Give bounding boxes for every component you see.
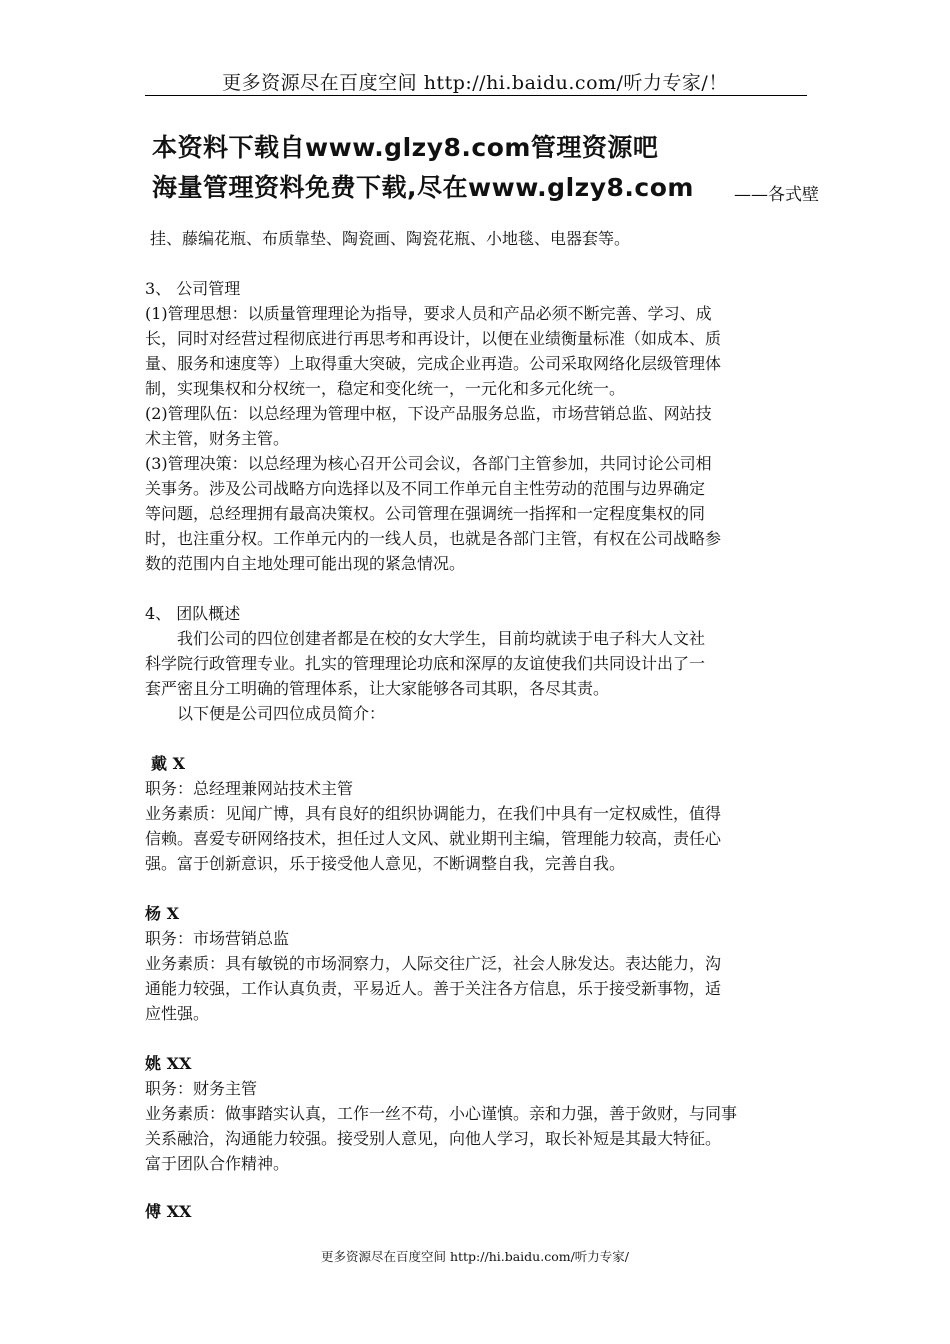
section-4-line: 科学院行政管理专业。扎实的管理理论功底和深厚的友谊使我们共同设计出了一 (145, 654, 706, 673)
member-role: 职务：市场营销总监 (145, 929, 290, 948)
member-name: 杨 X (145, 904, 179, 923)
section-4-heading: 4、 团队概述 (145, 604, 241, 623)
section-4-line: 我们公司的四位创建者都是在校的女大学生，目前均就读于电子科大人文社 (177, 629, 706, 648)
member-description-line: 业务素质：做事踏实认真，工作一丝不苟，小心谨慎。亲和力强，善于敛财，与同事 (145, 1104, 738, 1123)
banner-line-1: 本资料下载自www.glzy8.com管理资源吧 (152, 133, 659, 162)
member-description-line: 关系融洽，沟通能力较强。接受别人意见，向他人学习，取长补短是其最大特征。 (145, 1129, 722, 1148)
member-description-line: 富于团队合作精神。 (145, 1154, 290, 1173)
member-description-line: 强。富于创新意识，乐于接受他人意见，不断调整自我，完善自我。 (145, 854, 626, 873)
section-3-line: 等问题，总经理拥有最高决策权。公司管理在强调统一指挥和一定程度集权的同 (145, 504, 706, 523)
continuation-text: 挂、藤编花瓶、布质靠垫、陶瓷画、陶瓷花瓶、小地毯、电器套等。 (150, 229, 631, 248)
section-3-line: 数的范围内自主地处理可能出现的紧急情况。 (145, 554, 466, 573)
page-footer: 更多资源尽在百度空间 http://hi.baidu.com/听力专家/ (320, 1249, 629, 1264)
member-role: 职务：财务主管 (145, 1079, 258, 1098)
section-3-line: (1)管理思想：以质量管理理论为指导，要求人员和产品必须不断完善、学习、成 (145, 304, 712, 323)
page-header: 更多资源尽在百度空间 http://hi.baidu.com/听力专家/！ (222, 72, 728, 94)
member-name: 姚 XX (145, 1054, 192, 1073)
member-description-line: 业务素质：具有敏锐的市场洞察力，人际交往广泛，社会人脉发达。表达能力，沟 (145, 954, 722, 973)
member-description-line: 应性强。 (145, 1004, 210, 1023)
member-description-line: 通能力较强，工作认真负责，平易近人。善于关注各方信息，乐于接受新事物，适 (145, 979, 722, 998)
section-3-line: 时，也注重分权。工作单元内的一线人员，也就是各部门主管，有权在公司战略参 (145, 529, 722, 548)
member-name: 傅 XX (145, 1202, 192, 1221)
section-3-heading: 3、 公司管理 (145, 279, 241, 298)
banner-line-2: 海量管理资料免费下载,尽在www.glzy8.com (152, 173, 694, 202)
section-3-line: 长，同时对经营过程彻底进行再思考和再设计，以便在业绩衡量标准（如成本、质 (145, 329, 722, 348)
header-divider (145, 95, 807, 96)
section-4-line: 套严密且分工明确的管理体系，让大家能够各司其职，各尽其责。 (145, 679, 610, 698)
member-name: 戴 X (151, 754, 185, 773)
section-3-line: (2)管理队伍：以总经理为管理中枢，下设产品服务总监，市场营销总监、网站技 (145, 404, 712, 423)
section-4-line: 以下便是公司四位成员简介： (177, 704, 386, 723)
section-3-line: (3)管理决策：以总经理为核心召开公司会议，各部门主管参加，共同讨论公司相 (145, 454, 712, 473)
section-3-line: 关事务。涉及公司战略方向选择以及不同工作单元自主性劳动的范围与边界确定 (145, 479, 706, 498)
member-description-line: 信赖。喜爱专研网络技术，担任过人文风、就业期刊主编，管理能力较高，责任心 (145, 829, 722, 848)
section-3-line: 制，实现集权和分权统一，稳定和变化统一，一元化和多元化统一。 (145, 379, 626, 398)
member-description-line: 业务素质：见闻广博，具有良好的组织协调能力，在我们中具有一定权威性，值得 (145, 804, 722, 823)
member-role: 职务：总经理兼网站技术主管 (145, 779, 354, 798)
banner-tail-text: ——各式壁 (734, 185, 819, 205)
section-3-line: 术主管，财务主管。 (145, 429, 290, 448)
section-3-line: 量、服务和速度等）上取得重大突破，完成企业再造。公司采取网络化层级管理体 (145, 354, 722, 373)
